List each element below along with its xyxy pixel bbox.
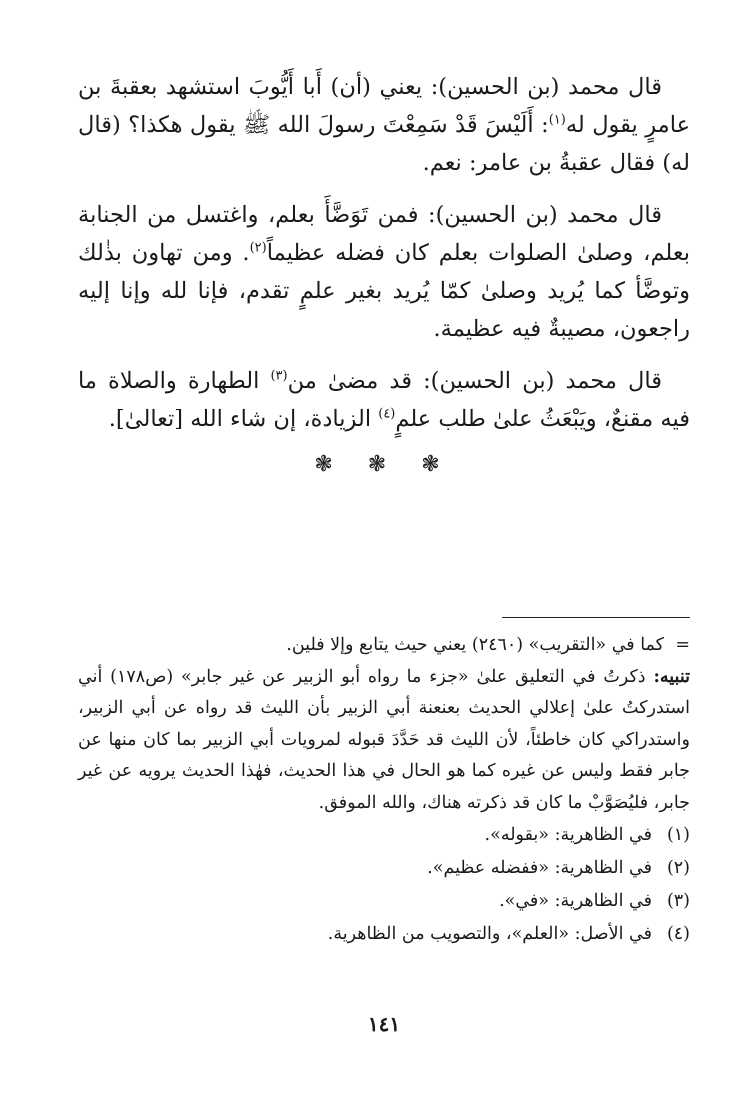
paragraph-3-tail-b: الزيادة، إن شاء الله [تعالىٰ].	[108, 406, 379, 432]
footnote-2-number: (٢)	[666, 858, 690, 878]
paragraph-3-tail-a: الطهارة والصلاة ما فيه مقنعٌ، ويَبْعَثُ علىٰ طلب علمٍ	[78, 368, 690, 432]
footnote-2-text: في الظاهرية: «ففضله عظيم».	[427, 858, 652, 878]
paragraph-3-text: قال محمد (بن الحسين): قد مضىٰ من	[287, 368, 662, 394]
footnotes	[78, 630, 690, 951]
paragraph-2	[78, 196, 690, 348]
footnote-continuation	[78, 630, 690, 662]
footnote-4-text: في الأصل: «العلم»، والتصويب من الظاهرية.	[327, 924, 652, 944]
footnote-2	[78, 852, 690, 885]
footnote-4	[78, 918, 690, 951]
footnote-separator	[502, 617, 690, 618]
footnote-3-number: (٣)	[666, 891, 690, 911]
continuation-marker: =	[675, 635, 690, 655]
footnote-3	[78, 885, 690, 918]
notice-note	[78, 662, 690, 820]
footnote-1-text: في الظاهرية: «بقوله».	[484, 825, 652, 845]
paragraph-1-tail: : أَلَيْسَ قَدْ سَمِعْتَ رسولَ الله ﷺ يقول هكذا؟ (قال له) فقال عقبةُ بن عامر: نعم.	[78, 112, 690, 176]
paragraph-3	[78, 362, 690, 438]
main-text	[78, 68, 690, 477]
notice-label: تنبيه:	[653, 666, 690, 687]
paragraph-2-text: قال محمد (بن الحسين): فمن تَوَضَّأَ بعلم، واغتسل من الجنابة بعلم، وصلىٰ الصلوات بعلم كان فضله عظيماً	[78, 202, 690, 266]
footnote-ref-4: (٤)	[378, 406, 396, 422]
footnote-3-text: في الظاهرية: «في».	[499, 891, 652, 911]
footnote-4-number: (٤)	[666, 924, 690, 944]
paragraph-1-text: قال محمد (بن الحسين): يعني (أن) أَبا أَيُّوبَ استشهد بعقبةَ بن عامرٍ يقول له	[78, 74, 690, 138]
section-end-ornament: ❃ ❃ ❃	[314, 452, 454, 477]
footnote-1	[78, 819, 690, 852]
footnote-1-number: (١)	[666, 825, 690, 845]
paragraph-1	[78, 68, 690, 182]
page-number: ١٤١	[367, 1012, 401, 1036]
paragraph-2-tail: . ومن تهاون بذٰلك وتوضَّأ كما يُريد وصلىٰ كمّا يُريد بغير علمٍ تقدم، فإنا لله وإنا إليه راجعون، مصيبةٌ فيه عظيمة.	[78, 240, 690, 342]
page	[78, 0, 690, 1111]
continuation-text: كما في «التقريب» (٢٤٦٠) يعني حيث يتابع وإلا فلين.	[286, 635, 664, 655]
footnote-ref-2: (٢)	[249, 240, 267, 256]
footnote-ref-1: (١)	[548, 112, 566, 128]
notice-text: ذكرتُ في التعليق علىٰ «جزء ما رواه أبو الزبير عن غير جابر» (ص١٧٨) أني استدركتُ علىٰ إعلالي الحديث بعنعنة أبي الزبير بأن الليث قد رواه عن أبي الزبير، واستدراكي كان خاطئاً، لأن الليث قد حَدَّدَ قبوله لمرويات أبي الزبير بما كان منها عن جابر فقط وليس عن غيره كما هو الحال في هذا الحديث، فهٰذا الحديث يرويه عن غير جابر، فليُصَوَّبْ ما كان قد ذكرته هناك، والله الموفق.	[78, 666, 690, 813]
footnote-ref-3: (٣)	[270, 368, 288, 384]
